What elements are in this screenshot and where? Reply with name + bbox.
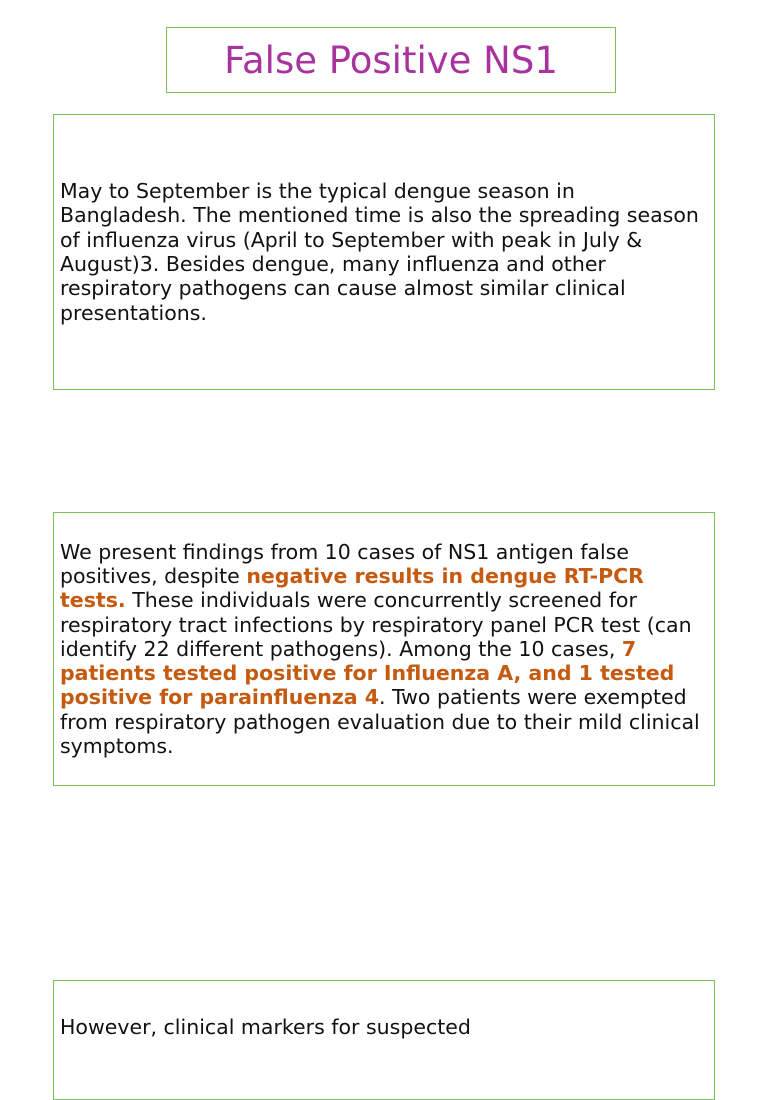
- page-title: False Positive NS1: [224, 38, 558, 82]
- season-paragraph: May to September is the typical dengue season in Bangladesh. The mentioned time is also the spreading season of influenza virus (April to September with peak in July & August)3. Besides dengue, many influenza and other respiratory pathogens can cause almost similar clinical presentations.: [60, 179, 699, 325]
- text-box-findings: [53, 512, 715, 786]
- findings-text-2: These individuals were concurrently screened for respiratory tract infections by respiratory panel PCR test (can identify 22 different pathogens). Among the 10 cases,: [60, 588, 692, 661]
- findings-highlight-rtpcr: negative results in dengue RT-PCR tests.: [60, 563, 644, 613]
- findings-highlight-influenza: 7 patients tested positive for Influenza A, and 1 tested positive for parainfluenza 4: [60, 636, 675, 710]
- findings-paragraph: [60, 540, 708, 759]
- findings-text-1: We present findings from 10 cases of NS1 antigen false positives, despite: [60, 539, 629, 588]
- title-box: [166, 27, 616, 93]
- findings-text-3: . Two patients were exempted from respiratory pathogen evaluation due to their mild clinical symptoms.: [60, 685, 700, 759]
- text-box-markers: [53, 980, 715, 1100]
- markers-paragraph: However, clinical markers for suspected: [60, 1015, 471, 1039]
- text-box-season: [53, 114, 715, 390]
